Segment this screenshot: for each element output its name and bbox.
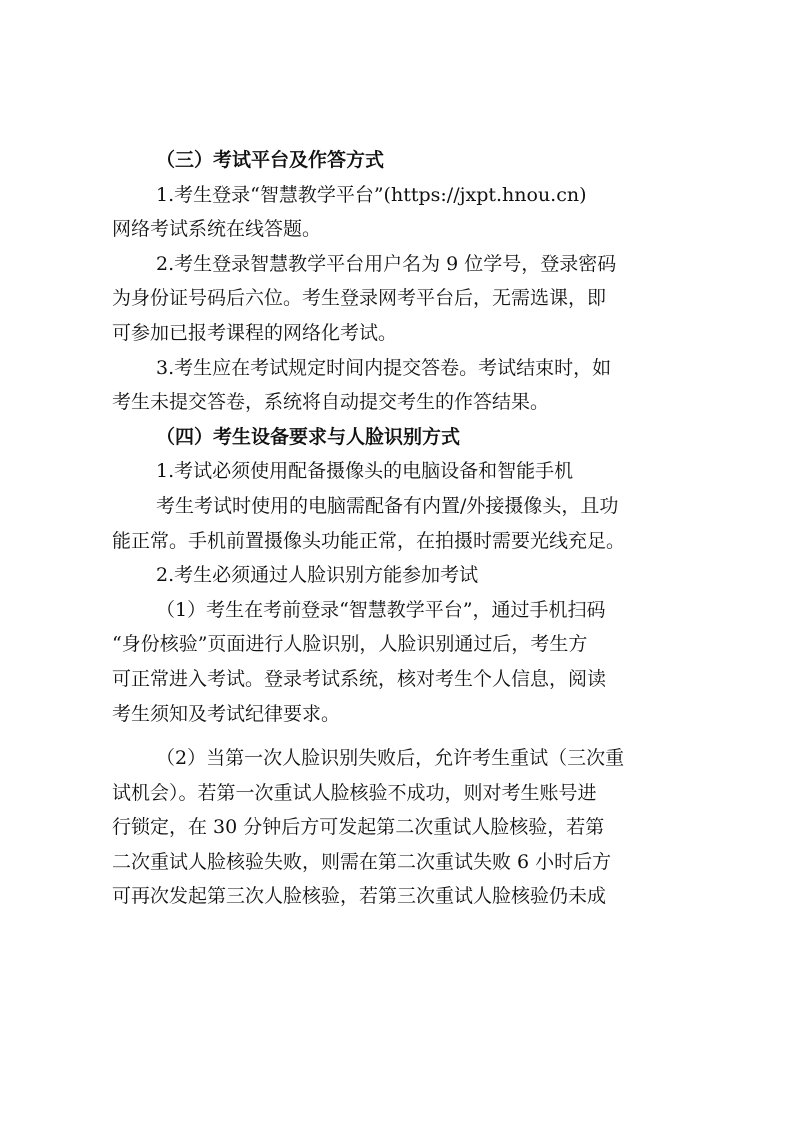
paragraph-3-3-line-1: 3.考生应在考试规定时间内提交答卷。考试结束时，如	[156, 356, 612, 379]
paragraph-4-2-title: 2.考生必须通过人脸识别方能参加考试	[156, 564, 479, 587]
paragraph-4-2-1-line-2: “身份核验”页面进行人脸识别，人脸识别通过后，考生方	[112, 633, 588, 656]
paragraph-4-2-2-line-4: 二次重试人脸核验失败，则需在第二次重试失败 6 小时后方	[112, 850, 612, 873]
paragraph-4-1-body-line-2: 能正常。手机前置摄像头功能正常，在拍摄时需要光线充足。	[112, 529, 626, 552]
paragraph-4-2-2-line-5: 可再次发起第三次人脸核验，若第三次重试人脸核验仍未成	[112, 885, 607, 908]
paragraph-3-3-line-2: 考生未提交答卷，系统将自动提交考生的作答结果。	[112, 391, 550, 414]
paragraph-4-2-2-line-2: 试机会）。若第一次重试人脸核验不成功，则对考生账号进	[112, 781, 597, 804]
section-heading-4: （四）考生设备要求与人脸识别方式	[156, 425, 461, 448]
paragraph-3-1-line-1: 1.考生登录“智慧教学平台”(https://jxpt.hnou.cn)	[156, 183, 587, 206]
section-heading-3: （三）考试平台及作答方式	[156, 149, 385, 171]
paragraph-4-2-2-line-1: （2）当第一次人脸识别失败后，允许考生重试（三次重	[156, 747, 625, 770]
paragraph-4-2-1-line-3: 可正常进入考试。登录考试系统，核对考生个人信息，阅读	[112, 667, 607, 690]
paragraph-4-2-2-line-3: 行锁定，在 30 分钟后方可发起第二次重试人脸核验，若第	[112, 816, 605, 839]
paragraph-3-2-line-2: 为身份证号码后六位。考生登录网考平台后，无需选课，即	[112, 287, 607, 310]
document-page	[112, 143, 682, 914]
paragraph-3-1-line-2: 网络考试系统在线答题。	[112, 218, 322, 241]
paragraph-4-1-title: 1.考试必须使用配备摄像头的电脑设备和智能手机	[156, 460, 574, 483]
paragraph-4-2-1-line-1: （1）考生在考前登录“智慧教学平台”，通过手机扫码	[156, 598, 606, 621]
paragraph-3-2-line-3: 可参加已报考课程的网络化考试。	[112, 321, 398, 344]
paragraph-3-2-line-1: 2.考生登录智慧教学平台用户名为 9 位学号，登录密码	[156, 252, 617, 275]
paragraph-4-2-1-line-4: 考生须知及考试纪律要求。	[112, 702, 341, 725]
paragraph-4-1-body-line-1: 考生考试时使用的电脑需配备有内置/外接摄像头，且功	[156, 494, 619, 517]
